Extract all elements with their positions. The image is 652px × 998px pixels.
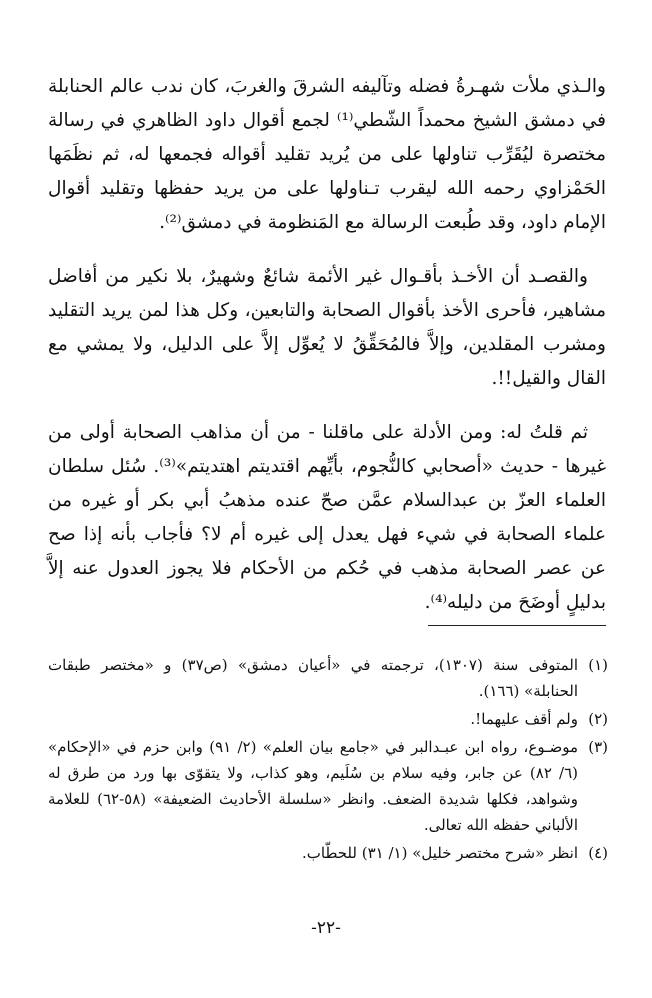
- footnote-number: (١): [588, 656, 608, 674]
- footnote-number: (٤): [588, 844, 608, 862]
- footnote-2: [48, 706, 608, 732]
- page-number: -٢٢-: [311, 918, 341, 938]
- footnote-number: (٣): [588, 738, 608, 756]
- footnote-4: [48, 840, 608, 866]
- footnote-text: ولم أقف عليهما!.: [470, 710, 578, 728]
- footnote-text: موضـوع، رواه ابن عبـدالبر في «جامع بيان العلم» (٢/ ٩١) وابن حزم في «الإحكام» (٦/ ٨٢) عن جابر، وفيه سلام بن سُلَيم، وهو كذاب، ولا يتقوّى بها ورد من طرق له وشواهد، فكلها شديدة الضعف. وانظر «سلسلة الأحاديث الضعيفة» (٥٨-٦٢) للعلامة الألباني حفظه الله تعالى.: [48, 738, 579, 834]
- footnote-number: (٢): [588, 710, 608, 728]
- footnote-separator: [428, 625, 606, 626]
- footnote-text: انظر «شرح مختصر خليل» (١/ ٣١) للحطّاب.: [301, 844, 578, 862]
- paragraph-3: ثم قلتُ له: ومن الأدلة على ماقلنا - من أن مذاهب الصحابة أولى من غيرها - حديث «أصحابي كالنُّجوم، بأيِّهم اقتديتم اهتديتم»⁽³⁾. سُئل سلطان العلماء العزّ بن عبدالسلام عمَّن صحّ عنده مذهبُ أبي بكر أو غيره من علماء الصحابة في شيء فهل يعدل إلى غيره أم لا؟ فأجاب بأنه إذا صح عن عصر الصحابة مذهب في حُكم من الأحكام فلا يجوز العدول عنه إلاَّ بدليلٍ أوضَحَ من دليله⁽⁴⁾.: [48, 422, 607, 613]
- footnote-3: [48, 734, 608, 838]
- footnotes: [48, 652, 608, 868]
- paragraph-2: والقصـد أن الأخـذ بأقـوال غير الأئمة شائعٌ وشهيرٌ، بلا نكير من أفاضل مشاهير، فأحرى الأخذ بأقوال الصحابة والتابعين، وكل هذا لمن يريد التقليد ومشرب المقلدين، وإلاَّ فالمُحَقِّقُ لا يُعوِّل إلاَّ على الدليل، ولا يمشي مع القال والقيل!!.: [48, 266, 606, 389]
- main-text-body: [48, 70, 606, 640]
- paragraph-1: والـذي ملأت شهـرةُ فضله وتآليفه الشرقَ والغربَ، كان ندب عالم الحنابلة في دمشق الشيخ محمداً الشّطي⁽¹⁾ لجمع أقوال داود الظاهري في رسالة مختصرة ليُقَرِّب تناولها على من يُريد تقليد أقواله فجمعها له، ثم نظَمَها الحَمْزاوي رحمه الله ليقرب تـناولها على من يريد حفظها وتقليد أقوال الإمام داود، وقد طُبعت الرسالة مع المَنظومة في دمشق⁽²⁾.: [48, 76, 606, 233]
- footnote-1: [48, 652, 608, 704]
- footnote-text: المتوفى سنة (١٣٠٧)، ترجمته في «أعيان دمشق» (ص٣٧) و «مختصر طبقات الحنابلة» (١٦٦).: [48, 656, 578, 700]
